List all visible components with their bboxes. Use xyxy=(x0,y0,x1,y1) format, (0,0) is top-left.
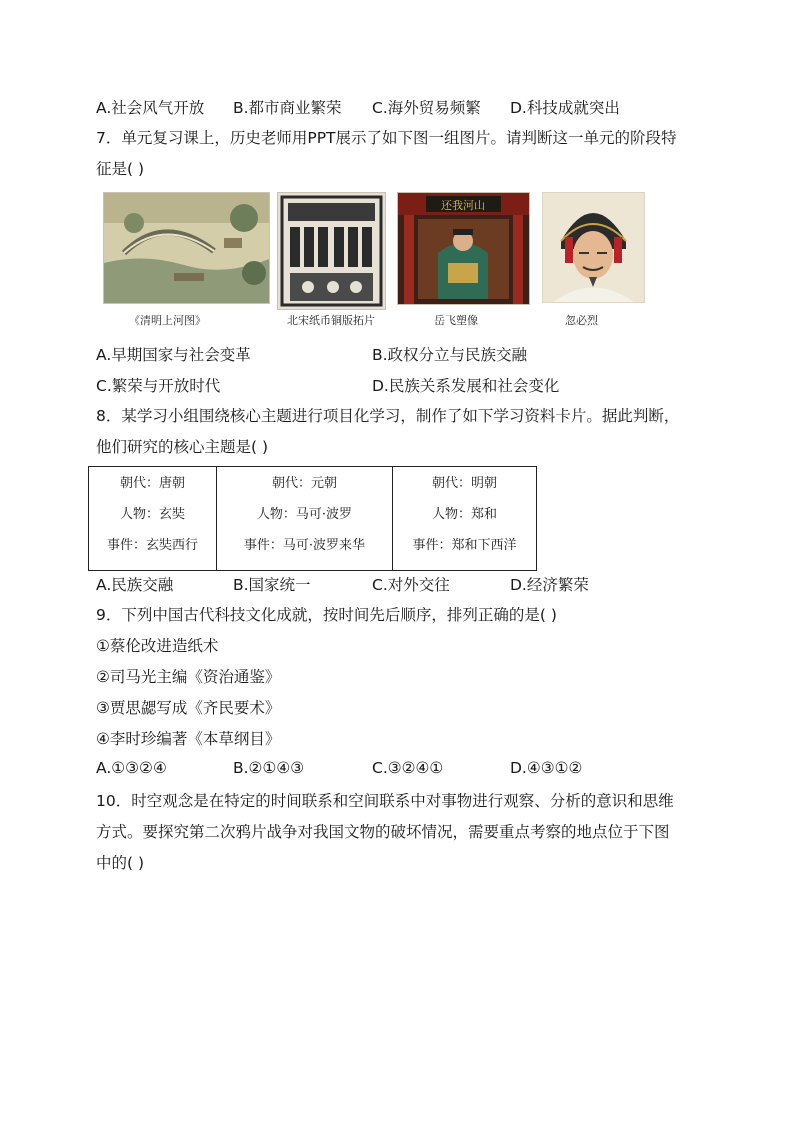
q9-option-b[interactable]: B.②①④③ xyxy=(233,759,305,777)
study-card-tang xyxy=(89,467,217,571)
q8-option-b[interactable]: B.国家统一 xyxy=(233,576,311,594)
q9-item-4: ④李时珍编著《本草纲目》 xyxy=(96,730,281,748)
q9-stem: 9．下列中国古代科技文化成就，按时间先后顺序，排列正确的是( ) xyxy=(96,606,557,624)
q8-option-d[interactable]: D.经济繁荣 xyxy=(510,576,589,594)
figure-caption-paper-money: 北宋纸币铜版拓片 xyxy=(287,314,375,327)
q8-stem-line1: 8．某学习小组围绕核心主题进行项目化学习，制作了如下学习资料卡片。据此判断， xyxy=(96,407,680,425)
q6-option-b[interactable]: B.都市商业繁荣 xyxy=(233,99,342,117)
yuefei-statue-image xyxy=(397,192,530,305)
q9-option-d[interactable]: D.④③①② xyxy=(510,759,583,777)
q8-stem-line2: 他们研究的核心主题是( ) xyxy=(96,438,269,456)
q7-stem-line2: 征是( ) xyxy=(96,160,145,178)
card-person: 人物：玄奘 xyxy=(119,507,185,522)
q10-stem-line2: 方式。要探究第二次鸦片战争对我国文物的破坏情况，需要重点考察的地点位于下图 xyxy=(96,823,670,841)
card-event: 事件：郑和下西洋 xyxy=(412,538,517,553)
q10-stem-line3: 中的( ) xyxy=(96,854,145,872)
q9-option-a[interactable]: A.①③②④ xyxy=(96,759,167,777)
q7-option-c[interactable]: C.繁荣与开放时代 xyxy=(96,377,221,395)
q9-item-2: ②司马光主编《资治通鉴》 xyxy=(96,668,281,686)
study-card-table xyxy=(88,466,537,571)
card-event: 事件：玄奘西行 xyxy=(106,538,198,553)
card-dynasty: 朝代：明朝 xyxy=(431,476,497,491)
q9-item-1: ①蔡伦改进造纸术 xyxy=(96,637,219,655)
kublai-portrait-image xyxy=(542,192,645,303)
figure-caption-kublai: 忽必烈 xyxy=(565,314,598,327)
q8-option-a[interactable]: A.民族交融 xyxy=(96,576,174,594)
study-card-yuan xyxy=(217,467,393,571)
q7-option-b[interactable]: B.政权分立与民族交融 xyxy=(372,346,528,364)
q10-stem-line1: 10．时空观念是在特定的时间联系和空间联系中对事物进行观察、分析的意识和思维 xyxy=(96,792,674,810)
figure-caption-yuefei: 岳飞塑像 xyxy=(434,314,478,327)
card-dynasty: 朝代：唐朝 xyxy=(119,476,185,491)
figure-caption-qingming: 《清明上河图》 xyxy=(129,314,206,327)
paper-money-print-image xyxy=(277,192,386,310)
q6-option-a[interactable]: A.社会风气开放 xyxy=(96,99,205,117)
q8-option-c[interactable]: C.对外交往 xyxy=(372,576,450,594)
q9-option-c[interactable]: C.③②④① xyxy=(372,759,444,777)
card-person: 人物：马可·波罗 xyxy=(256,507,353,522)
study-card-ming xyxy=(393,467,537,571)
qingming-painting-image xyxy=(103,192,270,304)
card-dynasty: 朝代：元朝 xyxy=(271,476,337,491)
q7-option-d[interactable]: D.民族关系发展和社会变化 xyxy=(372,377,560,395)
card-event: 事件：马可·波罗来华 xyxy=(243,538,366,553)
q6-option-c[interactable]: C.海外贸易频繁 xyxy=(372,99,481,117)
q6-option-d[interactable]: D.科技成就突出 xyxy=(510,99,620,117)
q9-item-3: ③贾思勰写成《齐民要术》 xyxy=(96,699,281,717)
card-person: 人物：郑和 xyxy=(431,507,497,522)
q7-option-a[interactable]: A.早期国家与社会变革 xyxy=(96,346,251,364)
q7-stem-line1: 7．单元复习课上，历史老师用PPT展示了如下图一组图片。请判断这一单元的阶段特 xyxy=(96,129,677,147)
svg-text:还我河山: 还我河山 xyxy=(441,199,485,212)
